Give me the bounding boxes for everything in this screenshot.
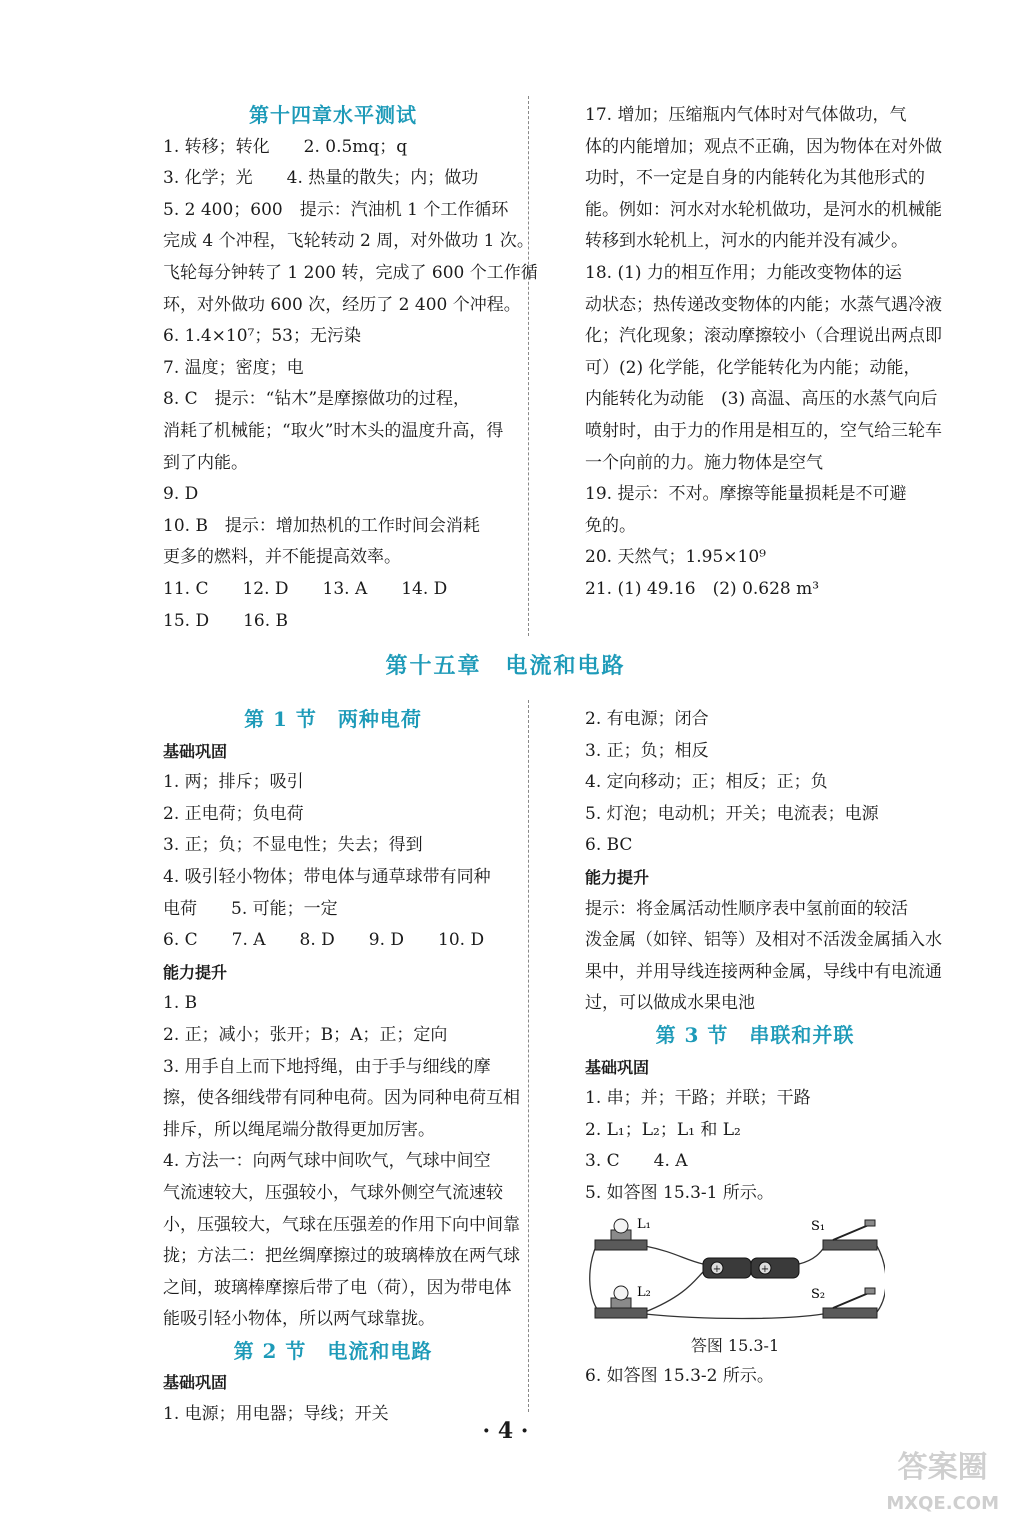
ch15-left-column [163,704,520,1431]
text-line: 更多的燃料，并不能提高效率。 [163,547,401,568]
text-line: 排斥，所以绳尾端分散得更加厉害。 [163,1119,435,1140]
text-line: 6. C 7. A 8. D 9. D 10. D [163,930,485,951]
text-line: 体的内能增加；观点不正确，因为物体在对外做 [585,136,942,157]
text-line: 2. 正电荷；负电荷 [163,803,304,824]
label-l1: L₁ [637,1216,651,1232]
text-line: 功时，不一定是自身的内能转化为其他形式的 [585,168,925,189]
text-line: 喷射时，由于力的作用是相互的，空气给三轮车 [585,420,942,441]
svg-text:+: + [712,1263,722,1275]
text-line: 6. 1.4×10⁷；53；无污染 [163,326,361,347]
label-s1: S₁ [811,1218,826,1234]
column-divider-bottom [528,700,529,1412]
text-line: 内能转化为动能 (3) 高温、高压的水蒸气向后 [585,389,938,410]
figure-caption: 答图 15.3-1 [690,1335,780,1355]
text-line: 19. 提示：不对。摩擦等能量损耗是不可避 [585,484,907,505]
text-line: 气流速较大，压强较小，气球外侧空气流速较 [163,1182,503,1203]
text-line: 化；汽化现象；滚动摩擦较小（合理说出两点即 [585,326,942,347]
text-line: 8. C 提示：“钻木”是摩擦做功的过程， [163,389,471,410]
s3-title: 第 3 节 串联和并联 [655,1022,855,1047]
s3-after-lines [585,1361,925,1393]
text-line: 4. 方法一：向两气球中间吹气，气球中间空 [163,1151,491,1172]
text-line: 4. 吸引轻小物体；带电体与通草球带有同种 [163,866,491,887]
text-line: 1. B [163,993,198,1014]
text-line: 过，可以做成水果电池 [585,993,755,1014]
text-line: 泼金属（如锌、铝等）及相对不活泼金属插入水 [585,930,942,951]
page-number: · 4 · [482,1418,529,1444]
watermark [886,1450,999,1522]
text-line: 2. 有电源；闭合 [585,709,709,729]
text-line: 10. B 提示：增加热机的工作时间会消耗 [163,515,480,536]
text-line: 6. 如答图 15.3-2 所示。 [585,1366,774,1387]
text-line: 转移到水轮机上，河水的内能并没有减少。 [585,231,908,252]
text-line: 能。例如：河水对水轮机做功，是河水的机械能 [585,199,942,220]
text-line: 3. 正；负；相反 [585,740,709,761]
circuit-figure [585,1216,885,1326]
text-line: 20. 天然气；1.95×10⁹ [585,547,766,568]
s1-basic-heading: 基础巩固 [163,741,228,761]
s1-ability-heading: 能力提升 [163,962,228,982]
text-line: 2. 正；减小；张开；B；A；正；定向 [163,1024,448,1045]
svg-text:+: + [760,1263,770,1275]
text-line: 1. 两；排斥；吸引 [163,772,304,793]
text-line: 之间，玻璃棒摩擦后带了电（荷），因为带电体 [163,1277,512,1298]
ch14-title: 第十四章水平测试 [249,103,417,127]
text-line: 5. 如答图 15.3-1 所示。 [585,1182,774,1203]
ch14-right-column [585,100,942,606]
text-line: 能吸引轻小物体，所以两气球靠拢。 [163,1309,435,1330]
text-line: 一个向前的力。施力物体是空气 [585,452,823,473]
text-line: 3. 化学；光 4. 热量的散失；内；做功 [163,168,479,189]
label-s2: S₂ [811,1286,826,1302]
text-line: 拢；方法二：把丝绸摩擦过的玻璃棒放在两气球 [163,1246,520,1267]
text-line: 电荷 5. 可能；一定 [163,898,338,919]
text-line: 免的。 [585,515,636,536]
s3-basic-lines [585,1083,925,1209]
text-line: 动状态；热传递改变物体的内能；水蒸气遇冷液 [585,294,942,315]
label-l2: L₂ [637,1284,651,1300]
circuit-diagram [585,1216,885,1326]
column-divider-top [528,96,529,636]
text-line: 11. C 12. D 13. A 14. D [163,578,448,599]
text-line: 9. D [163,484,199,505]
text-line: 飞轮每分钟转了 1 200 转，完成了 600 个工作循 [163,262,538,283]
s3-basic-heading: 基础巩固 [585,1057,650,1077]
text-line: 擦，使各细线带有同种电荷。因为同种电荷互相 [163,1088,520,1109]
text-line: 7. 温度；密度；电 [163,357,304,378]
ch14-right-lines [585,100,942,606]
text-line: 可）(2) 化学能，化学能转化为内能；动能， [585,357,921,378]
s2-ability-lines [585,894,942,1020]
battery [703,1258,799,1278]
text-line: 完成 4 个冲程，飞轮转动 2 周，对外做功 1 次。 [163,231,534,252]
s1-ability-lines [163,988,520,1336]
text-line: 15. D 16. B [163,610,289,631]
text-line: 5. 2 400；600 提示：汽油机 1 个工作循环 [163,199,509,220]
watermark-line2: MXQE.COM [886,1493,999,1514]
text-line: 小，压强较大，气球在压强差的作用下向中间靠 [163,1214,520,1235]
s2-title: 第 2 节 电流和电路 [233,1338,433,1363]
text-line: 5. 灯泡；电动机；开关；电流表；电源 [585,803,879,824]
text-line: 3. 正；负；不显电性；失去；得到 [163,835,423,856]
switch-s2 [823,1288,877,1318]
s2-basic-lines-right [585,704,925,862]
text-line: 4. 定向移动；正；相反；正；负 [585,772,828,793]
text-line: 果中，并用导线连接两种金属，导线中有电流通 [585,961,942,982]
text-line: 1. 串；并；干路；并联；干路 [585,1088,811,1109]
text-line: 2. L₁；L₂；L₁ 和 L₂ [585,1119,741,1140]
s2-basic-heading: 基础巩固 [163,1373,228,1393]
switch-s1 [823,1220,877,1250]
text-line: 3. C 4. A [585,1151,688,1172]
text-line: 21. (1) 49.16 (2) 0.628 m³ [585,578,820,599]
text-line: 消耗了机械能；“取火”时木头的温度升高，得 [163,420,504,441]
text-line: 3. 用手自上而下地捋绳，由于手与细线的摩 [163,1056,491,1077]
text-line: 环，对外做功 600 次，经历了 2 400 个冲程。 [163,294,521,315]
s1-title: 第 1 节 两种电荷 [244,707,422,731]
watermark-line1: 答案圈 [897,1450,988,1485]
text-line: 17. 增加；压缩瓶内气体时对气体做功，气 [585,105,907,125]
s1-basic-lines [163,767,503,957]
text-line: 到了内能。 [163,452,248,473]
text-line: 6. BC [585,835,633,856]
ch14-left-lines [163,132,538,638]
ch15-title: 第十五章 电流和电路 [385,653,626,679]
text-line: 1. 转移；转化 2. 0.5mq；q [163,136,408,157]
ch14-left-column [163,100,538,637]
ch15-right-column [585,704,942,1393]
text-line: 1. 电源；用电器；导线；开关 [163,1404,389,1425]
s2-ability-heading: 能力提升 [585,867,650,887]
text-line: 18. (1) 力的相互作用；力能改变物体的运 [585,262,902,283]
text-line: 提示：将金属活动性顺序表中氢前面的较活 [585,898,908,919]
